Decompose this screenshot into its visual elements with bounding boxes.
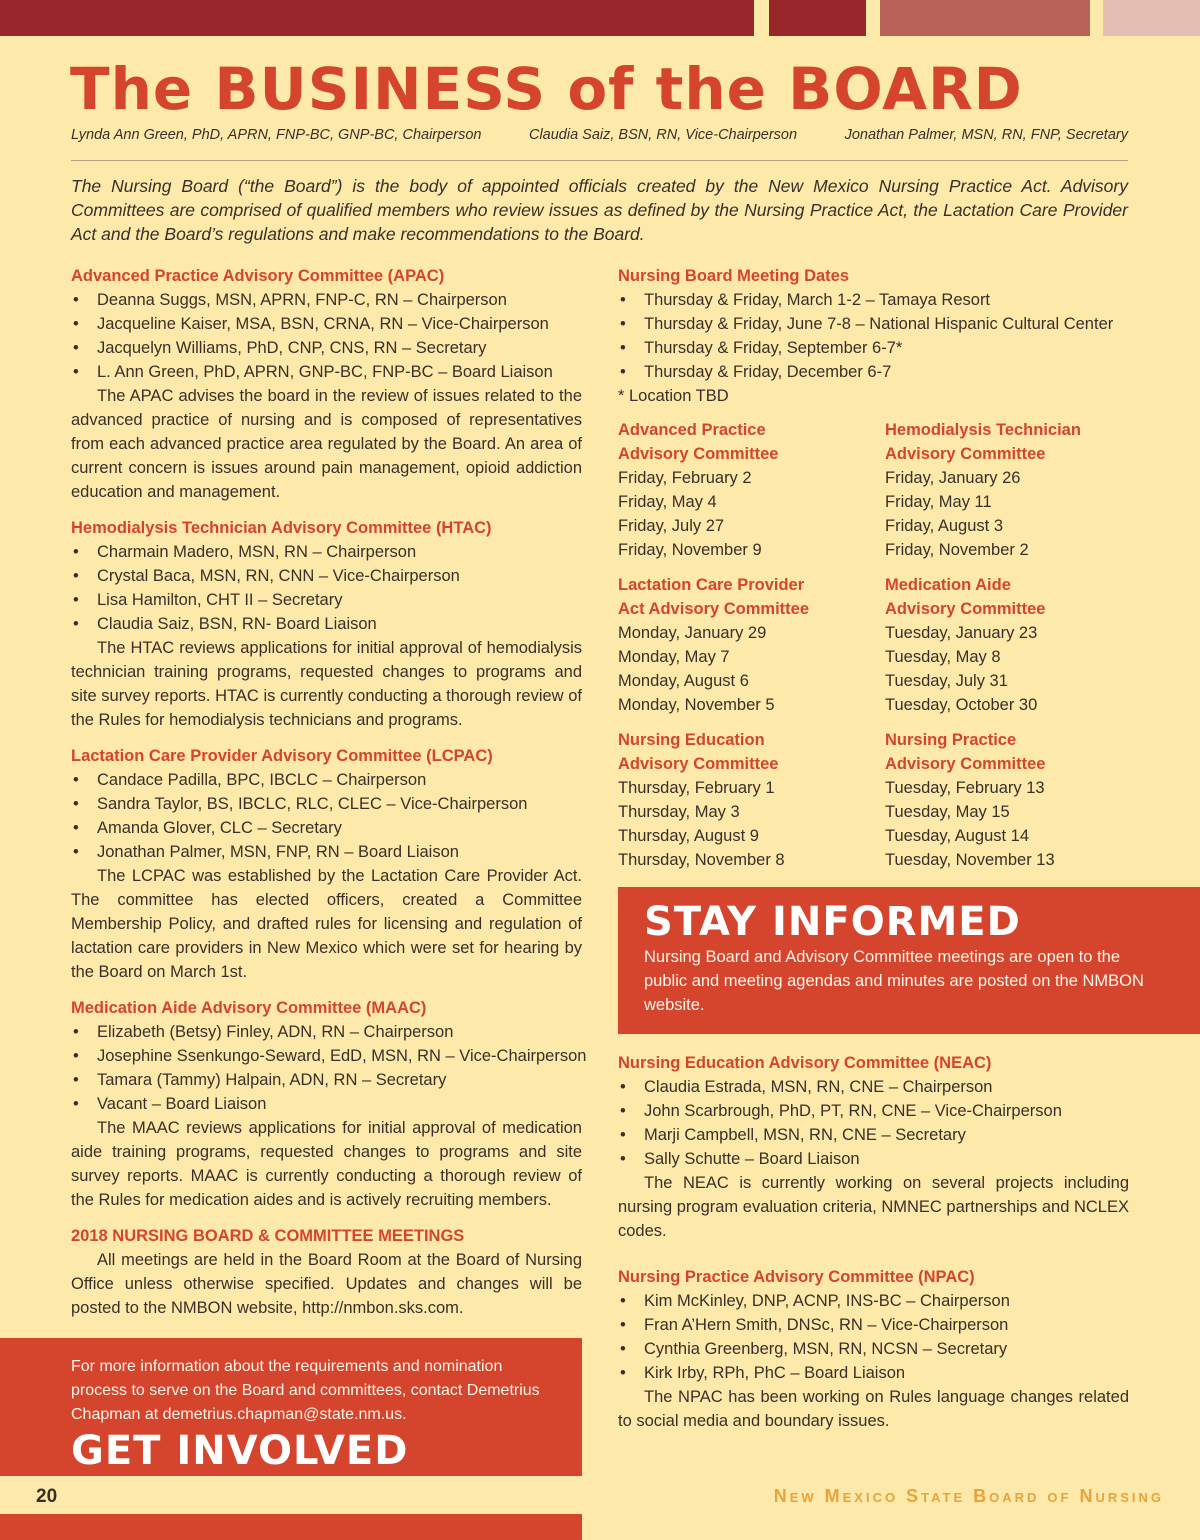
board-dates-section [618, 264, 1129, 408]
member-list [71, 1020, 587, 1116]
schedule-date: Friday, February 2 [618, 469, 752, 487]
schedule-heading: Hemodialysis Technician [885, 421, 1081, 439]
schedule-heading: Nursing Practice [885, 731, 1017, 749]
section-body: The HTAC reviews applications for initial approval of hemodialysis technician training programs, requested changes to programs and site survey reports. HTAC is currently conducting a thorough review of the Rules for hemodialysis technicians and programs. [71, 639, 582, 729]
get-involved-text: For more information about the requirements and nomination process to serve on the Board and committees, contact Demetrius Chapman at demetrius.chapman@state.nm.us. [71, 1358, 540, 1423]
list-item: • Jonathan Palmer, MSN, FNP, RN – Board Liaison [71, 840, 582, 864]
schedule-date: Monday, January 29 [618, 624, 767, 642]
section-heading: Advanced Practice Advisory Committee (APAC) [71, 267, 445, 285]
schedule-date: Thursday, August 9 [618, 827, 759, 845]
list-item: • Fran A’Hern Smith, DNSc, RN – Vice-Chairperson [618, 1313, 1129, 1337]
schedule-date: Tuesday, July 31 [885, 672, 1008, 690]
publication-footer: New Mexico State Board of Nursing [773, 1486, 1164, 1506]
list-item: • Cynthia Greenberg, MSN, RN, NCSN – Secretary [618, 1337, 1129, 1361]
section-heading: Hemodialysis Technician Advisory Committee (HTAC) [71, 519, 492, 537]
member-list [71, 288, 582, 384]
list-item: • Claudia Saiz, BSN, RN- Board Liaison [71, 612, 582, 636]
schedule-heading: Act Advisory Committee [618, 600, 810, 618]
section-body: The LCPAC was established by the Lactation Care Provider Act. The committee has elected officers, created a Committee Membership Policy, and drafted rules for licensing and regulation of lactation care providers in New Mexico which were set for hearing by the Board on March 1st. [71, 867, 582, 981]
section-heading: Nursing Board Meeting Dates [618, 267, 850, 285]
list-item: • Thursday & Friday, December 6-7 [618, 360, 1129, 384]
list-item: • Jacqueline Kaiser, MSA, BSN, CRNA, RN – Vice-Chairperson [71, 312, 582, 336]
header-divider [71, 160, 1128, 161]
schedule-date: Tuesday, November 13 [885, 851, 1055, 869]
bottom-color-bar [0, 1514, 582, 1540]
schedule-date: Thursday, May 3 [618, 803, 740, 821]
schedule-date: Tuesday, August 14 [885, 827, 1030, 845]
schedule-date: Monday, November 5 [618, 696, 775, 714]
schedule-date: Friday, July 27 [618, 517, 725, 535]
section-body: The MAAC reviews applications for initial approval of medication aide training programs, requested changes to programs and site survey reports. MAAC is currently conducting a thorough review of the Rules for medication aides and is actively recruiting members. [71, 1119, 582, 1209]
section-heading: 2018 NURSING BOARD & COMMITTEE MEETINGS [71, 1227, 465, 1245]
schedule-heading: Advisory Committee [885, 755, 1046, 773]
npac-section [618, 1265, 1129, 1433]
list-item: • Kim McKinley, DNP, ACNP, INS-BC – Chairperson [618, 1289, 1129, 1313]
htac-section [71, 516, 582, 732]
maac-section [71, 996, 587, 1212]
schedule-date: Tuesday, January 23 [885, 624, 1038, 642]
list-item: • Charmain Madero, MSN, RN – Chairperson [71, 540, 582, 564]
list-item: • Candace Padilla, BPC, IBCLC – Chairperson [71, 768, 582, 792]
schedule-date: Tuesday, May 8 [885, 648, 1001, 666]
schedule-date: Friday, May 11 [885, 493, 992, 511]
schedule-heading: Advisory Committee [885, 445, 1046, 463]
schedule-npac [885, 728, 1129, 872]
page-number: 20 [36, 1486, 58, 1507]
member-list [71, 540, 582, 636]
schedule-heading: Nursing Education [618, 731, 765, 749]
schedule-date: Thursday, November 8 [618, 851, 785, 869]
top-color-bar-4 [1103, 0, 1200, 36]
schedule-date: Tuesday, February 13 [885, 779, 1045, 797]
schedule-date: Friday, November 2 [885, 541, 1029, 559]
list-item: • Thursday & Friday, March 1-2 – Tamaya Resort [618, 288, 1129, 312]
list-item: • Sally Schutte – Board Liaison [618, 1147, 1129, 1171]
list-item: • Elizabeth (Betsy) Finley, ADN, RN – Chairperson [71, 1020, 582, 1044]
right-column-lower [618, 1051, 1129, 1433]
get-involved-heading: GET INVOLVED [71, 1428, 409, 1474]
stay-informed-box [618, 887, 1200, 1034]
list-item: • Amanda Glover, CLC – Secretary [71, 816, 582, 840]
section-body: All meetings are held in the Board Room at the Board of Nursing Office unless otherwise specified. Updates and changes will be posted to the NMBON website, http://nmbon.sks.com. [71, 1251, 582, 1317]
meetings-section [71, 1224, 582, 1320]
schedule-neac [618, 728, 885, 872]
committee-schedule-grid [618, 418, 1129, 872]
schedule-date: Friday, August 3 [885, 517, 1004, 535]
section-body: The NEAC is currently working on several projects including nursing program evaluation criteria, NMNEC partnerships and NCLEX codes. [618, 1174, 1129, 1240]
schedule-date: Tuesday, October 30 [885, 696, 1038, 714]
member-list [618, 1289, 1129, 1385]
schedule-htac [885, 418, 1129, 562]
date-list [618, 288, 1129, 384]
lcpac-section [71, 744, 582, 984]
list-item: • Marji Campbell, MSN, RN, CNE – Secretary [618, 1123, 1129, 1147]
member-list [618, 1075, 1129, 1171]
officer-chair: Lynda Ann Green, PhD, APRN, FNP-BC, GNP-BC, Chairperson [71, 127, 482, 143]
schedule-date: Tuesday, May 15 [885, 803, 1010, 821]
list-item: • John Scarbrough, PhD, PT, RN, CNE – Vice-Chairperson [618, 1099, 1129, 1123]
member-list [71, 768, 582, 864]
schedule-heading: Advisory Committee [618, 755, 779, 773]
schedule-heading: Medication Aide [885, 576, 1011, 594]
schedule-lcpac [618, 573, 885, 717]
neac-section [618, 1051, 1129, 1243]
list-item: • Sandra Taylor, BS, IBCLC, RLC, CLEC – Vice-Chairperson [71, 792, 582, 816]
list-item: • Tamara (Tammy) Halpain, ADN, RN – Secretary [71, 1068, 582, 1092]
list-item: • Vacant – Board Liaison [71, 1092, 582, 1116]
top-color-bar-1 [0, 0, 754, 36]
list-item: • Thursday & Friday, June 7-8 – National Hispanic Cultural Center [618, 312, 1129, 336]
apac-section [71, 264, 582, 504]
list-item: • Josephine Ssenkungo-Seward, EdD, MSN, RN – Vice-Chairperson [71, 1044, 582, 1068]
list-item: • Jacquelyn Williams, PhD, CNP, CNS, RN – Secretary [71, 336, 582, 360]
list-item: • Thursday & Friday, September 6-7* [618, 336, 1129, 360]
section-body: The NPAC has been working on Rules language changes related to social media and boundary issues. [618, 1388, 1129, 1430]
list-item: • L. Ann Green, PhD, APRN, GNP-BC, FNP-BC – Board Liaison [71, 360, 582, 384]
list-item: • Deanna Suggs, MSN, APRN, FNP-C, RN – Chairperson [71, 288, 582, 312]
schedule-date: Monday, May 7 [618, 648, 730, 666]
schedule-date: Monday, August 6 [618, 672, 749, 690]
right-column [618, 264, 1129, 872]
section-heading: Nursing Education Advisory Committee (NEAC) [618, 1054, 992, 1072]
schedule-date: Friday, November 9 [618, 541, 762, 559]
left-column [71, 264, 587, 1320]
officer-vice-chair: Claudia Saiz, BSN, RN, Vice-Chairperson [528, 127, 798, 143]
intro-paragraph: The Nursing Board (“the Board”) is the body of appointed officials created by the New Mexico Nursing Practice Act. Advisory Committees are comprised of qualified members who review issues as defined by the Nursing Practice Act, the Lactation Care Provider Act and the Board’s regulations and make recommendations to the Board. [71, 176, 1128, 244]
officer-secretary: Jonathan Palmer, MSN, RN, FNP, Secretary [844, 127, 1128, 143]
schedule-date: Thursday, February 1 [618, 779, 775, 797]
schedule-apac [618, 418, 885, 562]
schedule-heading: Advisory Committee [885, 600, 1046, 618]
schedule-heading: Advisory Committee [618, 445, 779, 463]
get-involved-box [0, 1338, 582, 1476]
section-heading: Lactation Care Provider Advisory Committee (LCPAC) [71, 747, 493, 765]
schedule-date: Friday, January 26 [885, 469, 1021, 487]
section-heading: Medication Aide Advisory Committee (MAAC) [71, 999, 427, 1017]
list-item: • Crystal Baca, MSN, RN, CNN – Vice-Chairperson [71, 564, 582, 588]
top-color-bar-2 [769, 0, 866, 36]
stay-informed-heading: STAY INFORMED [644, 899, 1021, 945]
schedule-heading: Lactation Care Provider [618, 576, 805, 594]
list-item: • Lisa Hamilton, CHT II – Secretary [71, 588, 582, 612]
location-note: * Location TBD [618, 387, 729, 405]
schedule-date: Friday, May 4 [618, 493, 717, 511]
section-body: The APAC advises the board in the review of issues related to the advanced practice of nursing and is composed of representatives from each advanced practice area regulated by the Board. An area of current concern is issues around pain management, opioid addiction education and management. [71, 387, 582, 501]
list-item: • Kirk Irby, RPh, PhC – Board Liaison [618, 1361, 1129, 1385]
section-heading: Nursing Practice Advisory Committee (NPAC) [618, 1268, 975, 1286]
top-color-bar-3 [880, 0, 1090, 36]
officers-line [71, 127, 1128, 143]
list-item: • Claudia Estrada, MSN, RN, CNE – Chairperson [618, 1075, 1129, 1099]
stay-informed-text: Nursing Board and Advisory Committee meetings are open to the public and meeting agendas and minutes are posted on the NMBON website. [644, 948, 1144, 1014]
schedule-heading: Advanced Practice [618, 421, 766, 439]
schedule-maac [885, 573, 1129, 717]
page-title: The BUSINESS of the BOARD [70, 55, 1023, 123]
